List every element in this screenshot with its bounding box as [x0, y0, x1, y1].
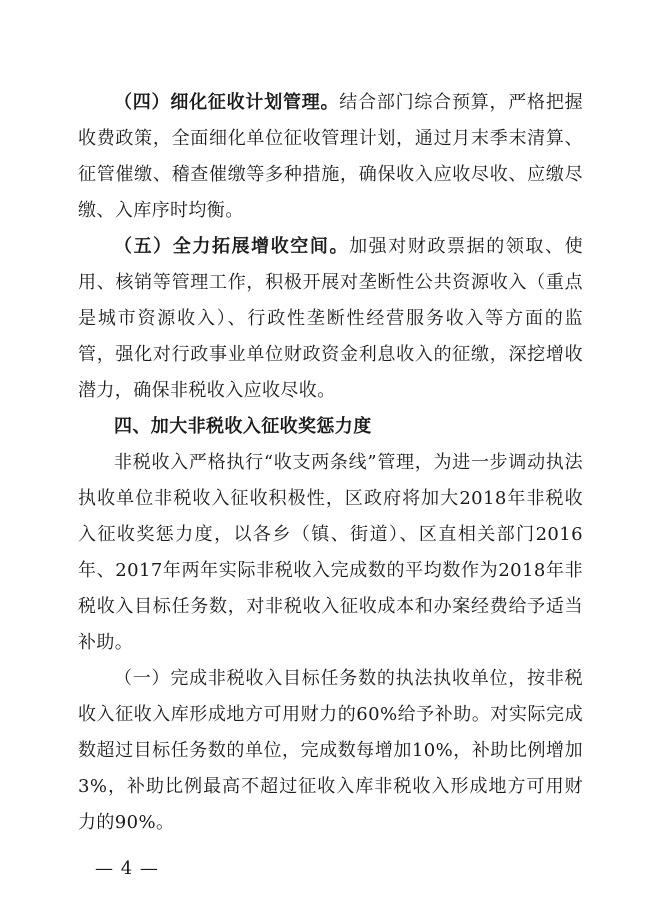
section-heading: 四、加大非税收入征收奖惩力度 — [114, 416, 372, 437]
section-paragraph: （一）完成非税收入目标任务数的执法执收单位，按非税收入征收入库形成地方可用财力的60%给予补助。对实际完成数超过目标任务数的单位，完成数每增加10%，补助比例增加3%，补助比例最高不超过征收入库非税收入形成地方可用财力的90%。 — [78, 668, 583, 833]
document-body — [78, 85, 583, 841]
paragraph-item-4 — [78, 85, 583, 229]
paragraph-lead: （四）细化征收计划管理。 — [114, 92, 340, 113]
paragraph-text: 加强对财政票据的领取、使用、核销等管理工作，积极开展对垄断性公共资源收入（重点是城市资源收入）、行政性垄断性经营服务收入等方面的监管，强化对行政事业单位财政资金利息收入的征缴，深挖增收潜力，确保非税收入应收尽收。 — [78, 236, 583, 401]
paragraph-lead: （五）全力拓展增收空间。 — [114, 236, 350, 257]
paragraph-item-5 — [78, 229, 583, 409]
section-paragraph: 非税收入严格执行“收支两条线”管理，为进一步调动执法执收单位非税收入征收积极性，区政府将加大2018年非税收入征收奖惩力度，以各乡（镇、街道）、区直相关部门2016年、2017年两年实际非税收入完成数的平均数作为2018年非税收入目标任务数，对非税收入征收成本和办案经费给予适当补助。 — [78, 452, 583, 653]
page-number: — 4 — — [95, 858, 159, 879]
paragraph-text: 结合部门综合预算，严格把握收费政策，全面细化单位征收管理计划，通过月末季末清算、征管催缴、稽查催缴等多种措施，确保收入应收尽收、应缴尽缴、入库序时均衡。 — [78, 92, 583, 221]
